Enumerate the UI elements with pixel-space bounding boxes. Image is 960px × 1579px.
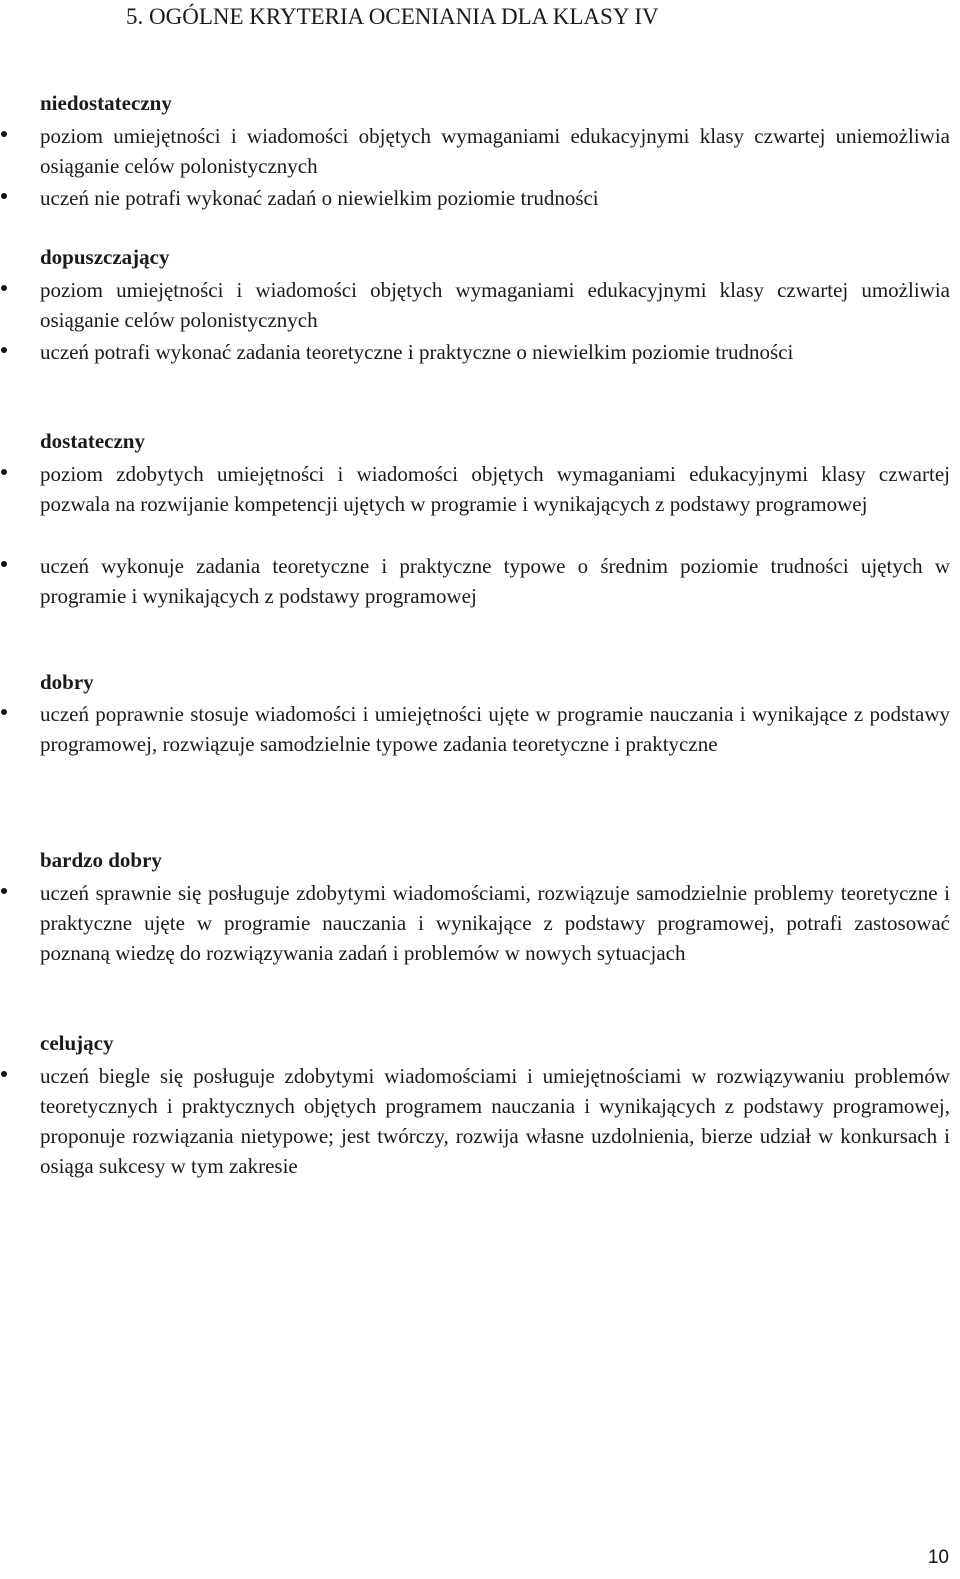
list-item: poziom umiejętności i wiadomości objętych wymaganiami edukacyjnymi klasy czwartej umożliwia osiąganie celów polonistycznych: [40, 278, 950, 332]
section-title-bardzo-dobry: bardzo dobry: [40, 848, 162, 872]
bullet-icon: [1, 709, 7, 715]
section-title-dostateczny: dostateczny: [40, 429, 145, 453]
section-title-dobry: dobry: [40, 670, 94, 694]
page-heading: [126, 4, 659, 30]
bullet-icon: [1, 1071, 7, 1077]
list-item: poziom umiejętności i wiadomości objętych wymaganiami edukacyjnymi klasy czwartej uniemożliwia osiąganie celów polonistycznych: [40, 124, 950, 178]
bullet-icon: [1, 469, 7, 475]
list-item: uczeń biegle się posługuje zdobytymi wiadomościami i umiejętnościami w rozwiązywaniu problemów teoretycznych i praktycznych objętych programem nauczania i wynikających z podstawy programowej, proponuje rozwiązania nietypowe; jest twórczy, rozwija własne uzdolnienia, bierze udział w konkursach i osiąga sukcesy w tym zakresie: [40, 1064, 950, 1178]
heading-text: 5. OGÓLNE KRYTERIA OCENIANIA DLA KLASY IV: [126, 4, 659, 29]
list-item: poziom zdobytych umiejętności i wiadomości objętych wymaganiami edukacyjnymi klasy czwartej pozwala na rozwijanie kompetencji ujętych w programie i wynikających z podstawy programowej: [40, 462, 950, 516]
bullet-icon: [1, 131, 7, 137]
bullet-icon: [1, 193, 7, 199]
bullet-icon: [1, 561, 7, 567]
list-item: uczeń poprawnie stosuje wiadomości i umiejętności ujęte w programie nauczania i wynikające z podstawy programowej, rozwiązuje samodzielnie typowe zadania teoretyczne i praktyczne: [40, 702, 950, 756]
list-item: uczeń sprawnie się posługuje zdobytymi wiadomościami, rozwiązuje samodzielnie problemy teoretyczne i praktyczne ujęte w programie nauczania i wynikające z podstawy programowej, potrafi zastosować poznaną wiedzę do rozwiązywania zadań i problemów w nowych sytuacjach: [40, 881, 950, 965]
list-item: uczeń potrafi wykonać zadania teoretyczne i praktyczne o niewielkim poziomie trudności: [40, 340, 794, 364]
page-number: 10: [927, 1547, 949, 1568]
bullet-icon: [1, 888, 7, 894]
list-item: uczeń nie potrafi wykonać zadań o niewielkim poziomie trudności: [40, 186, 599, 210]
list-item: uczeń wykonuje zadania teoretyczne i praktyczne typowe o średnim poziomie trudności ujętych w programie i wynikających z podstawy programowej: [40, 554, 950, 608]
section-title-dopuszczajacy: dopuszczający: [40, 245, 170, 269]
bullet-icon: [1, 285, 7, 291]
section-title-celujacy: celujący: [40, 1031, 114, 1055]
section-title-niedostateczny: niedostateczny: [40, 91, 172, 115]
bullet-icon: [1, 347, 7, 353]
